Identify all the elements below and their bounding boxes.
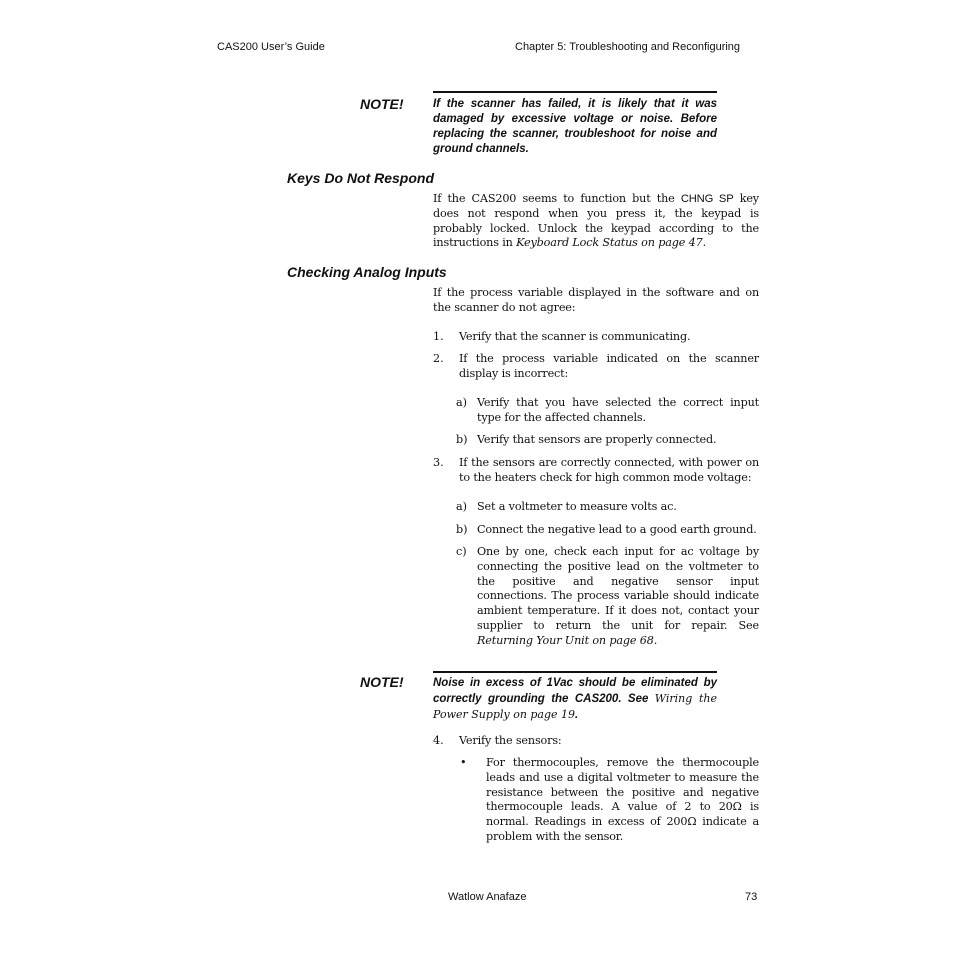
keys-paragraph: If the CAS200 seems to function but the CHNG SP key does not respond when you press it, the keypad is probably locked. Unlock the keypad according to the instructions in Keyboard Lock Status on page 47. bbox=[433, 192, 759, 250]
substep-text: Set a voltmeter to measure volts ac. bbox=[477, 500, 677, 513]
substep-text: Verify that you have selected the correct input type for the affected channels. bbox=[477, 396, 759, 424]
running-header-left: CAS200 User’s Guide bbox=[217, 41, 325, 53]
substep-label: c) bbox=[456, 545, 467, 558]
substep-text: Verify that sensors are properly connected. bbox=[477, 433, 717, 446]
step-number: 1. bbox=[433, 330, 444, 343]
footer-company: Watlow Anafaze bbox=[448, 891, 527, 903]
step-text: Verify the sensors: bbox=[459, 734, 562, 747]
analog-intro: If the process variable displayed in the software and on the scanner do not agree: bbox=[433, 286, 759, 314]
step-number: 4. bbox=[433, 734, 444, 747]
substep-label: a) bbox=[456, 396, 468, 409]
substep-label: b) bbox=[456, 523, 468, 536]
substep-text: Connect the negative lead to a good earth ground. bbox=[477, 523, 757, 536]
step-text: Verify that the scanner is communicating. bbox=[459, 330, 691, 343]
substep-text: One by one, check each input for ac voltage by connecting the positive lead on the voltmeter to the positive and negative sensor input connections. The process variable should indicate ambient temperature. If it does not, contact your supplier to return the unit for repair. See Returning Your Unit on page 68. bbox=[477, 545, 759, 647]
section-heading-keys: Keys Do Not Respond bbox=[287, 170, 435, 186]
bullet-text: For thermocouples, remove the thermocouple leads and use a digital voltmeter to measure the resistance between the positive and negative thermocouple leads. A value of 2 to 20Ω is normal. Readings in excess of 200Ω indicate a problem with the sensor. bbox=[486, 756, 759, 843]
cross-reference: Wiring the Power Supply on page 19 bbox=[433, 692, 718, 721]
step-number: 2. bbox=[433, 352, 444, 365]
cross-reference: Keyboard Lock Status on page 47 bbox=[516, 236, 703, 250]
step-text: If the process variable indicated on the scanner display is incorrect: bbox=[459, 352, 759, 380]
note-label: NOTE! bbox=[360, 674, 404, 690]
note-text: If the scanner has failed, it is likely that it was damaged by excessive voltage or noise. Before replacing the scanner, troubleshoot for noise and ground channels. bbox=[433, 98, 717, 155]
page-number: 73 bbox=[745, 891, 758, 903]
step-text: If the sensors are correctly connected, with power on to the heaters check for high common mode voltage: bbox=[459, 456, 759, 484]
key-name: CHNG SP bbox=[680, 193, 734, 205]
cross-reference: Returning Your Unit on page 68 bbox=[477, 633, 654, 647]
running-header-right: Chapter 5: Troubleshooting and Reconfiguring bbox=[515, 41, 741, 53]
substep-label: a) bbox=[456, 500, 468, 513]
section-heading-analog: Checking Analog Inputs bbox=[287, 264, 447, 280]
step-number: 3. bbox=[433, 456, 444, 469]
note-label: NOTE! bbox=[360, 96, 404, 112]
note-rule bbox=[433, 671, 717, 673]
bullet-icon: • bbox=[460, 756, 467, 769]
note-rule bbox=[433, 91, 717, 93]
note-text: Noise in excess of 1Vac should be eliminated by correctly grounding the CAS200. See Wiring the Power Supply on page 19. bbox=[433, 677, 718, 721]
substep-label: b) bbox=[456, 433, 468, 446]
